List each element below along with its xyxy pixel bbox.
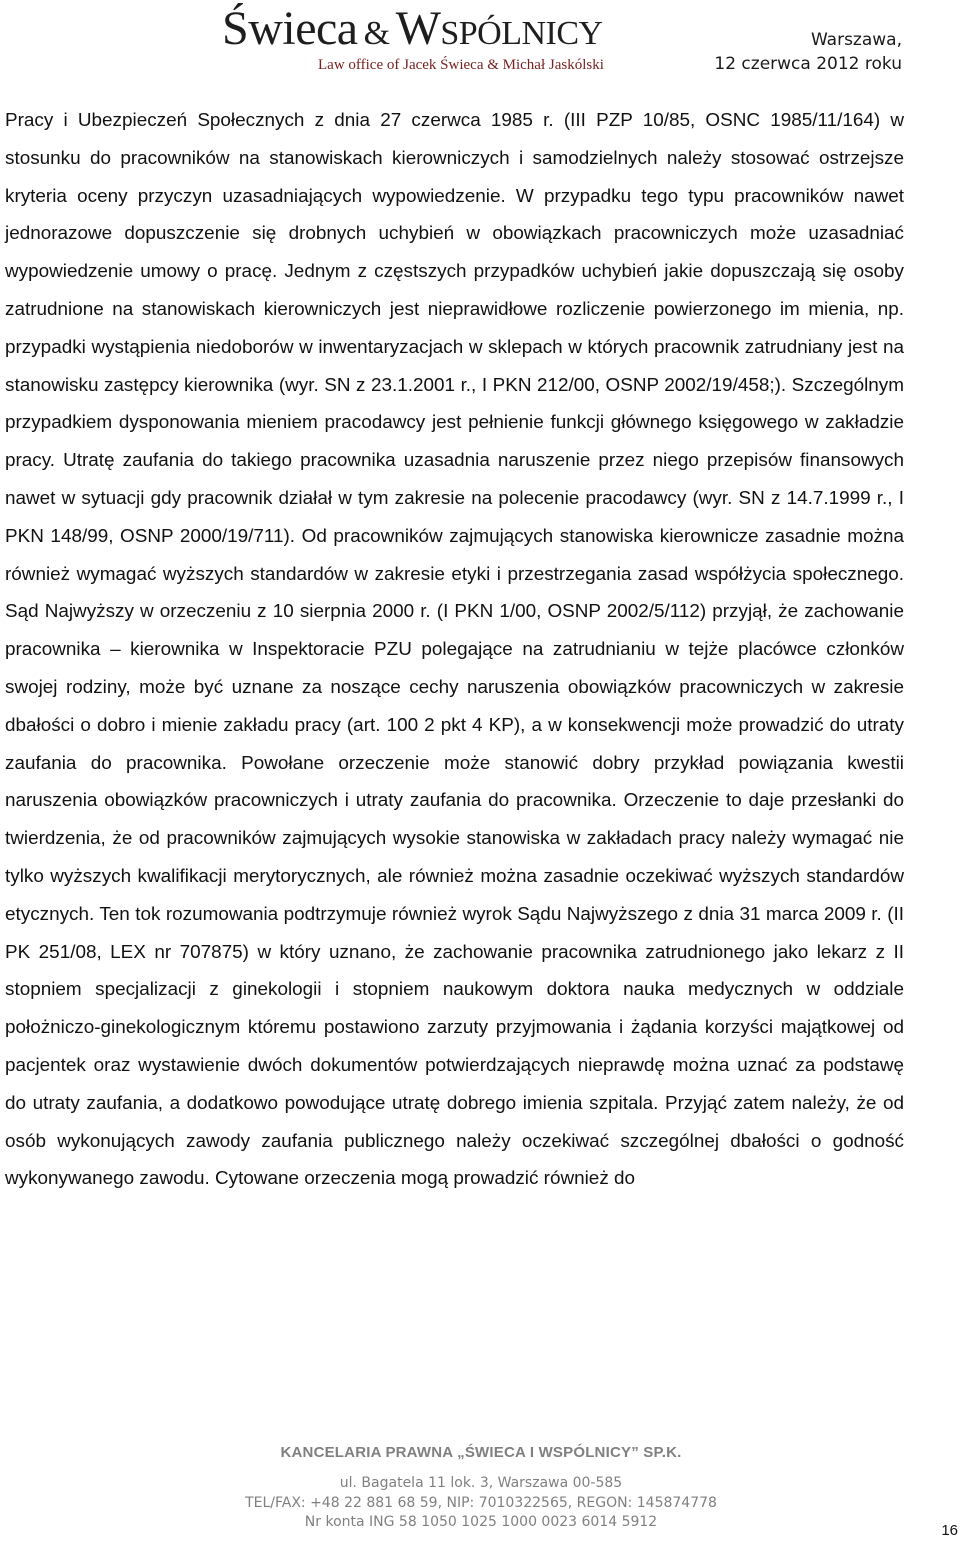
document-body bbox=[5, 102, 904, 1198]
page-header bbox=[0, 0, 960, 88]
footer-address: ul. Bagatela 11 lok. 3, Warszawa 00-585 bbox=[339, 1475, 623, 1491]
body-paragraph: Pracy i Ubezpieczeń Społecznych z dnia 27 czerwca 1985 r. (III PZP 10/85, OSNC 1985/11/164) w stosunku do pracowników na stanowiskach kierowniczych i samodzielnych należy stosować ostrzejsze kryteria oceny przyczyn uzasadniających wypowiedzenie. W przypadku tego typu pracowników nawet jednorazowe dopuszczenie się drobnych uchybień w obowiązkach pracowniczych może uzasadniać wypowiedzenie umowy o pracę. Jednym z częstszych przypadków uchybień jakie dopuszczają się osoby zatrudnione na stanowiskach kierowniczych jest nieprawidłowe rozliczenie powierzonego im mienia, np. przypadki wystąpienia niedoborów w inwentaryzacjach w sklepach w których pracownik zatrudniany jest na stanowisku zastępcy kierownika (wyr. SN z 23.1.2001 r., I PKN 212/00, OSNP 2002/19/458;). Szczególnym przypadkiem dysponowania mieniem pracodawcy jest pełnienie funkcji głównego księgowego w zakładzie pracy. Utratę zaufania do takiego pracownika uzasadnia naruszenie przez niego przepisów finansowych nawet w sytuacji gdy pracownik działał w tym zakresie na polecenie pracodawcy (wyr. SN z 14.7.1999 r., I PKN 148/99, OSNP 2000/19/711). Od pracowników zajmujących stanowiska kierownicze zasadnie można również wymagać wyższych standardów w zakresie etyki i przestrzegania zasad współżycia społecznego. Sąd Najwyższy w orzeczeniu z 10 sierpnia 2000 r. (I PKN 1/00, OSNP 2002/5/112) przyjął, że zachowanie pracownika – kierownika w Inspektoracie PZU polegające na zatrudnianiu w tejże placówce członków swojej rodziny, może być uznane za noszące cechy naruszenia obowiązków pracowniczych w zakresie dbałości o dobro i mienie zakładu pracy (art. 100 2 pkt 4 KP), a w konsekwencji może prowadzić do utraty zaufania do pracownika. Powołane orzeczenie może stanowić dobry przykład powiązania kwestii naruszenia obowiązków pracowniczych i utraty zaufania do pracownika. Orzeczenie to daje przesłanki do twierdzenia, że od pracowników zajmujących wysokie stanowiska w zakładach pracy należy wymagać nie tylko wyższych kwalifikacji merytorycznych, ale również można zasadnie oczekiwać wyższych standardów etycznych. Ten tok rozumowania podtrzymuje również wyrok Sądu Najwyższego z dnia 31 marca 2009 r. (II PK 251/08, LEX nr 707875) w który uznano, że zachowanie pracownika zatrudnionego jako lekarz z II stopniem specjalizacji z ginekologii i stopniem naukowym doktora nauka medycznych w oddziale położniczo-ginekologicznym któremu postawiono zarzuty przyjmowania i żądania korzyści majątkowej od pacjentek oraz wystawienie dwóch dokumentów potwierdzających nieprawdę można uznać za podstawę do utraty zaufania, a dodatkowo powodujące utratę dobrego imienia szpitala. Przyjąć zatem należy, że od osób wykonujących zawody zaufania publicznego należy oczekiwać szczególnej dbałości o godność wykonywanego zawodu. Cytowane orzeczenia mogą prowadzić również do bbox=[5, 110, 904, 1190]
page-number: 16 bbox=[941, 1522, 958, 1539]
firm-logo bbox=[222, 4, 702, 74]
footer-firm-name: KANCELARIA PRAWNA „ŚWIECA I WSPÓLNICY” SP.K. bbox=[280, 1444, 682, 1461]
header-city: Warszawa, bbox=[810, 30, 902, 50]
logo-name-part1: Świeca bbox=[222, 2, 358, 55]
logo-ampersand: & bbox=[363, 15, 390, 52]
logo-wordmark bbox=[222, 4, 702, 59]
header-place-date bbox=[714, 28, 902, 76]
footer-contact: TEL/FAX: +48 22 881 68 59, NIP: 7010322565, REGON: 145874778 bbox=[245, 1495, 717, 1511]
footer-bank-account: Nr konta ING 58 1050 1025 1000 0023 6014 5912 bbox=[304, 1514, 658, 1530]
header-date: 12 czerwca 2012 roku bbox=[714, 54, 902, 74]
logo-name-part2: Wspólnicy bbox=[395, 2, 603, 55]
logo-tagline: Law office of Jacek Świeca & Michał Jaskólski bbox=[318, 57, 604, 73]
